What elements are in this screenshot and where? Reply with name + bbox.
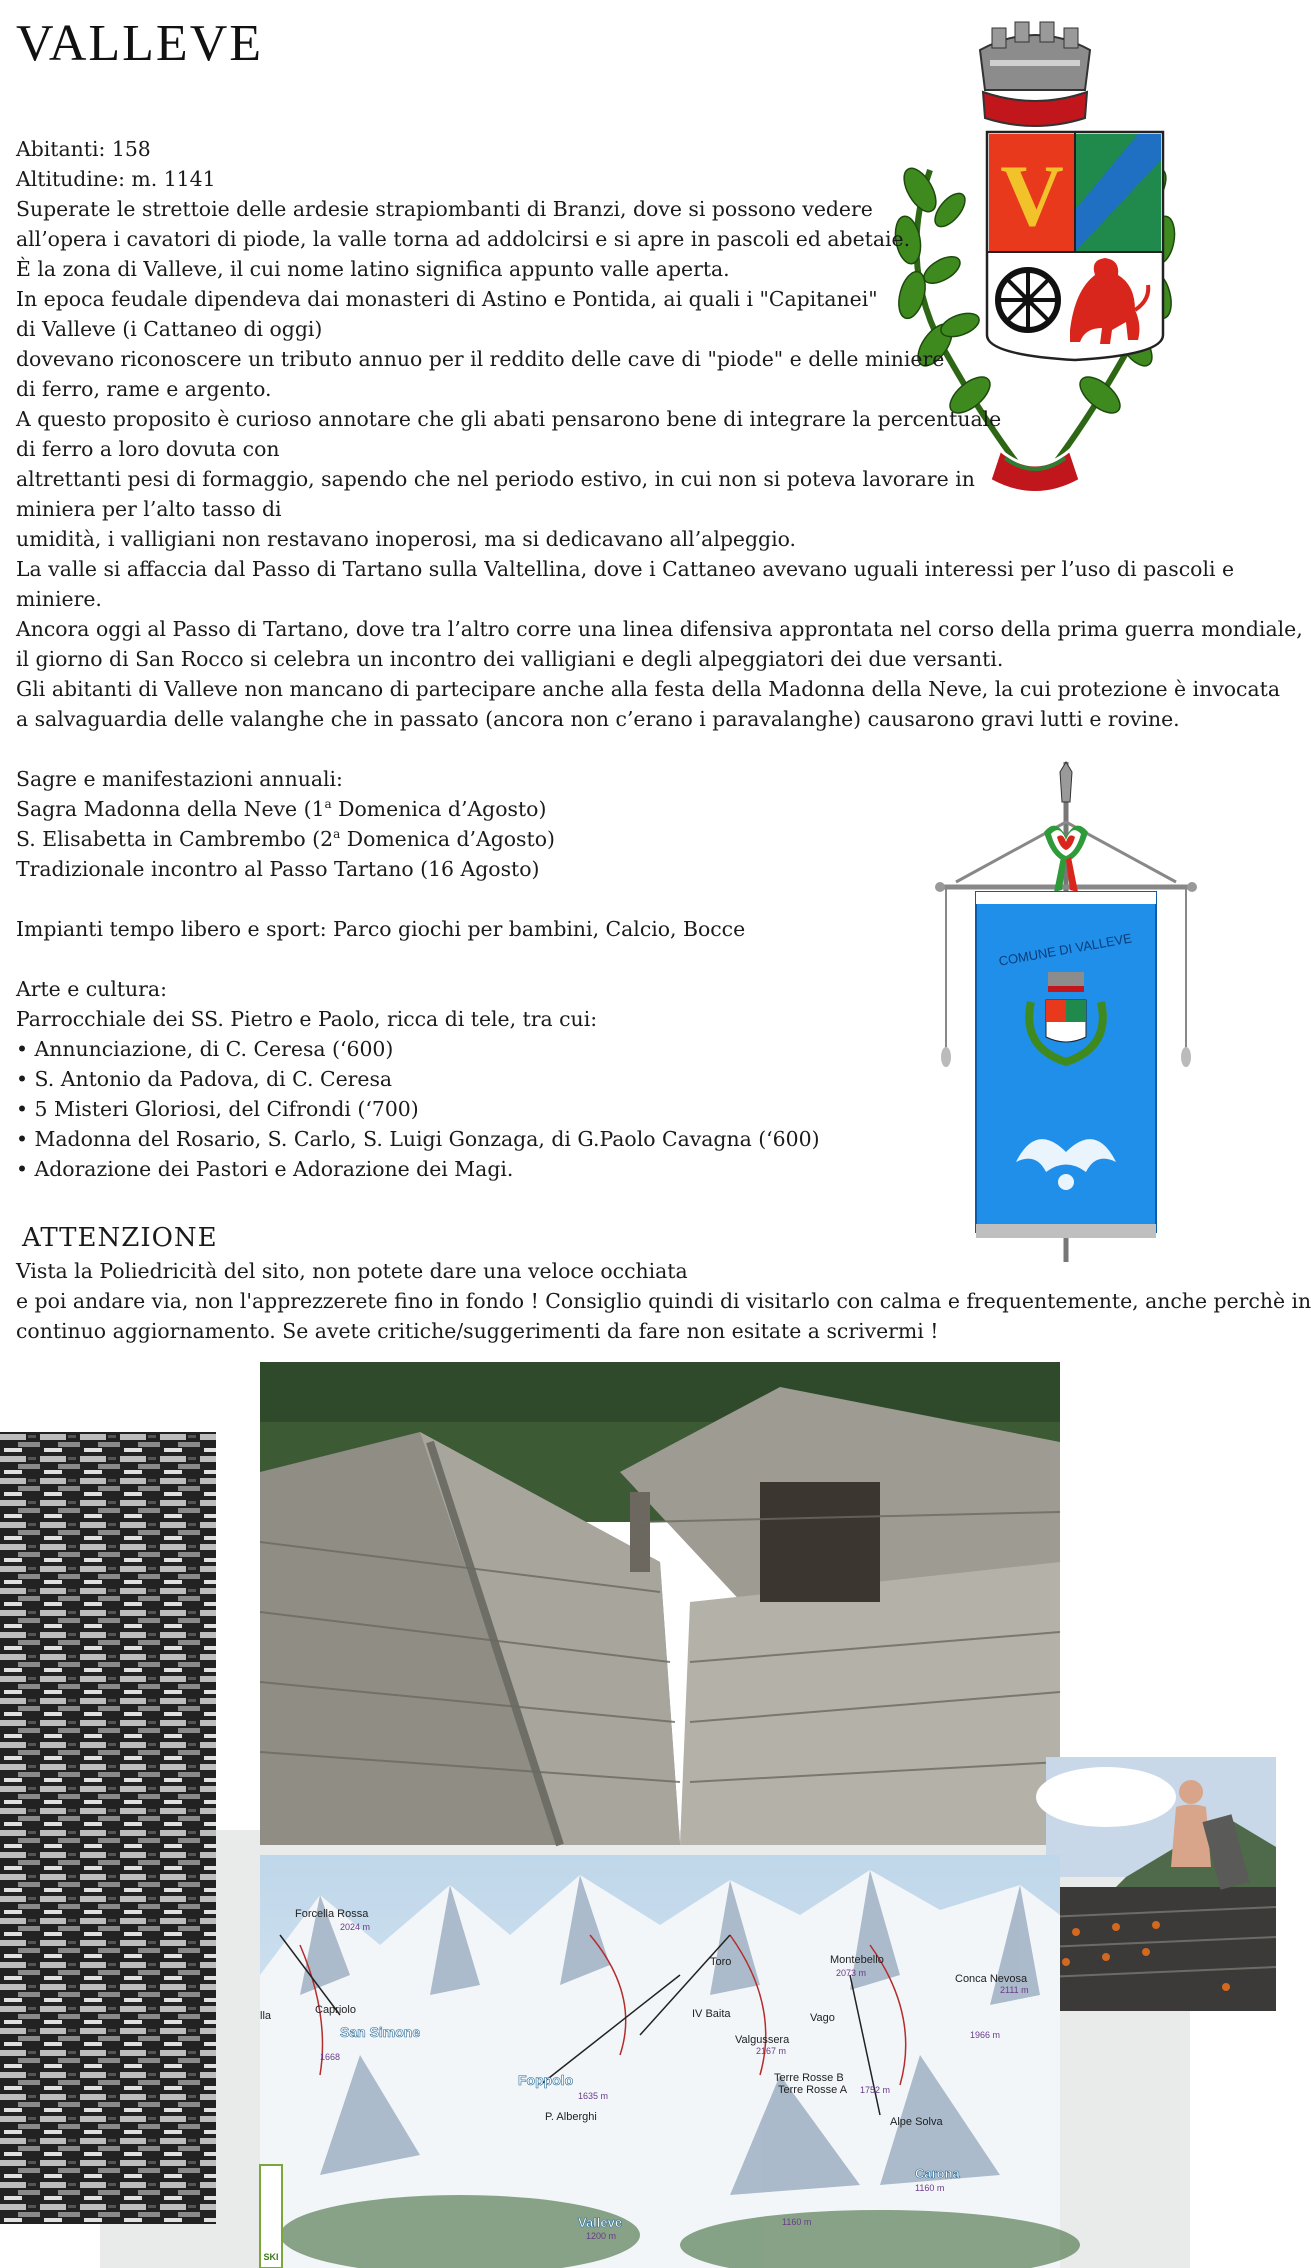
intro-line: il giorno di San Rocco si celebra un incontro dei valligiani e degli alpeggiatori dei due versanti. — [16, 647, 1004, 671]
slate-texture-image — [0, 1432, 216, 2224]
svg-text:1966 m: 1966 m — [970, 2030, 1001, 2040]
gonfalon-title: COMUNE DI VALLEVE — [997, 930, 1133, 969]
svg-text:Conca Nevosa: Conca Nevosa — [955, 1973, 1028, 1985]
intro-line: È la zona di Valleve, il cui nome latino significa appunto valle aperta. — [16, 257, 730, 281]
impianti-text: Impianti tempo libero e sport: Parco giochi per bambini, Calcio, Bocce — [16, 917, 746, 941]
svg-text:1160 m: 1160 m — [782, 2217, 812, 2227]
svg-text:1160 m: 1160 m — [915, 2183, 945, 2193]
intro-line: di Valleve (i Cattaneo di oggi) — [16, 317, 323, 341]
svg-text:Foppolo: Foppolo — [518, 2072, 574, 2088]
intro-line: Gli abitanti di Valleve non mancano di partecipare anche alla festa della Madonna della Neve, la cui protezione è invocata — [16, 677, 1280, 701]
sagre-item: S. Elisabetta in Cambrembo (2$^a$ Domenica d’Agosto) — [16, 827, 555, 851]
svg-text:San Simone: San Simone — [340, 2024, 421, 2040]
svg-text:2073 m: 2073 m — [836, 1968, 867, 1978]
intro-line: Superate le strettoie delle ardesie strapiombanti di Branzi, dove si possono vedere — [16, 197, 873, 221]
intro-line: di ferro a loro dovuta con — [16, 437, 280, 461]
intro-line: In epoca feudale dipendeva dai monasteri di Astino e Pontida, ai quali i "Capitanei" — [16, 287, 878, 311]
sagre-heading: Sagre e manifestazioni annuali: — [16, 767, 343, 791]
svg-text:Toro: Toro — [710, 1956, 732, 1968]
slate-roofs-photo — [260, 1362, 1060, 1845]
svg-text:1200 m: 1200 m — [586, 2231, 617, 2241]
attenzione-line: continuo aggiornamento. Se avete critiche/suggerimenti da fare non esitate a scrivermi ! — [16, 1319, 939, 1343]
svg-text:P. Alberghi: P. Alberghi — [545, 2111, 597, 2123]
svg-text:Terre Rosse B: Terre Rosse B — [774, 2072, 844, 2084]
intro-line: Ancora oggi al Passo di Tartano, dove tra l’altro corre una linea difensiva approntata nel corso della prima guerra mondiale, — [16, 617, 1303, 641]
intro-line: miniera per l’alto tasso di — [16, 497, 282, 521]
svg-text:SKI: SKI — [263, 2252, 279, 2262]
svg-text:2111 m: 2111 m — [1000, 1985, 1029, 1995]
roofer-photo — [1046, 1757, 1276, 2011]
ski-area-map — [260, 1855, 1060, 2268]
svg-text:V: V — [1000, 148, 1064, 245]
svg-text:Montebello: Montebello — [830, 1954, 884, 1966]
arte-item: • S. Antonio da Padova, di C. Ceresa — [16, 1067, 393, 1091]
attenzione-line: Vista la Poliedricità del sito, non potete dare una veloce occhiata — [16, 1259, 688, 1283]
intro-paragraph — [16, 194, 1303, 734]
arte-item: • Annunciazione, di C. Ceresa (‘600) — [16, 1037, 394, 1061]
svg-text:Carona: Carona — [915, 2166, 960, 2181]
intro-line: miniere. — [16, 587, 102, 611]
arte-item: • Madonna del Rosario, S. Carlo, S. Luigi Gonzaga, di G.Paolo Cavagna (‘600) — [16, 1127, 820, 1151]
arte-intro: Parrocchiale dei SS. Pietro e Paolo, ricca di tele, tra cui: — [16, 1007, 598, 1031]
svg-text:Forcella Rossa: Forcella Rossa — [295, 1908, 369, 1920]
intro-line: umidità, i valligiani non restavano inoperosi, ma si dedicavano all’alpeggio. — [16, 527, 797, 551]
page-title: VALLEVE — [16, 15, 264, 72]
arte-item: • Adorazione dei Pastori e Adorazione dei Magi. — [16, 1157, 514, 1181]
svg-text:Terre Rosse A: Terre Rosse A — [778, 2084, 848, 2096]
svg-text:1752 m: 1752 m — [860, 2085, 891, 2095]
attenzione-line: e poi andare via, non l'apprezzerete fino in fondo ! Consiglio quindi di visitarlo con calma e frequentemente, anche perchè in — [16, 1289, 1311, 1313]
svg-text:IV Baita: IV Baita — [692, 2008, 731, 2020]
intro-line: all’opera i cavatori di piode, la valle torna ad addolcirsi e si apre in pascoli ed abetaie. — [16, 227, 911, 251]
attenzione-heading: ATTENZIONE — [22, 1223, 218, 1253]
svg-text:Capriolo: Capriolo — [315, 2004, 356, 2016]
intro-line: a salvaguardia delle valanghe che in passato (ancora non c’erano i paravalanghe) causarono gravi lutti e rovine. — [16, 707, 1180, 731]
crown-icon — [980, 22, 1090, 126]
arte-item: • 5 Misteri Gloriosi, del Cifrondi (‘700) — [16, 1097, 419, 1121]
intro-line: altrettanti pesi di formaggio, sapendo che nel periodo estivo, in cui non si poteva lavorare in — [16, 467, 975, 491]
abitanti-text: Abitanti: 158 — [16, 137, 151, 161]
arte-heading: Arte e cultura: — [16, 977, 167, 1001]
intro-line: dovevano riconoscere un tributo annuo per il reddito delle cave di "piode" e delle miniere — [16, 347, 945, 371]
svg-text:1635 m: 1635 m — [578, 2091, 609, 2101]
sagre-item: Sagra Madonna della Neve (1$^a$ Domenica d’Agosto) — [16, 797, 547, 821]
svg-text:lla: lla — [260, 2010, 272, 2022]
svg-text:2024 m: 2024 m — [340, 1922, 371, 1932]
svg-text:Vago: Vago — [810, 2012, 835, 2024]
intro-line: di ferro, rame e argento. — [16, 377, 272, 401]
intro-line: A questo proposito è curioso annotare che gli abati pensarono bene di integrare la percentuale — [16, 407, 1002, 431]
sagre-item: Tradizionale incontro al Passo Tartano (16 Agosto) — [16, 857, 540, 881]
svg-text:Valleve: Valleve — [578, 2215, 623, 2230]
svg-text:2167 m: 2167 m — [756, 2046, 787, 2056]
svg-text:Alpe Solva: Alpe Solva — [890, 2116, 943, 2128]
gonfalon-banner — [936, 762, 1196, 1262]
svg-text:1668: 1668 — [320, 2052, 341, 2062]
altitudine-text: Altitudine: m. 1141 — [16, 167, 216, 191]
intro-line: La valle si affaccia dal Passo di Tartano sulla Valtellina, dove i Cattaneo avevano uguali interessi per l’uso di pascoli e — [16, 557, 1235, 581]
svg-text:Valgussera: Valgussera — [735, 2034, 790, 2046]
